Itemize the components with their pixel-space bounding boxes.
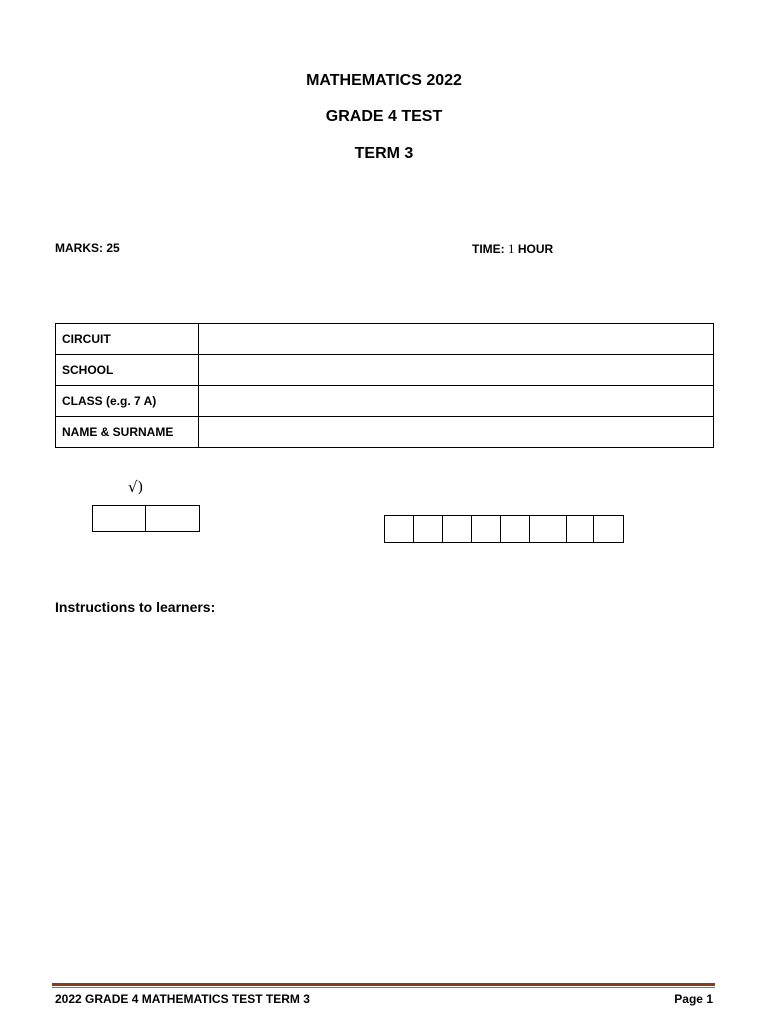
- digit-box[interactable]: [567, 515, 594, 543]
- circuit-label: CIRCUIT: [56, 324, 199, 355]
- digit-box[interactable]: [384, 515, 414, 543]
- time-unit: HOUR: [517, 242, 554, 256]
- table-row: [56, 355, 714, 386]
- school-field[interactable]: [199, 355, 714, 386]
- footer-divider: [52, 983, 715, 986]
- digit-box[interactable]: [530, 515, 567, 543]
- number-entry-boxes: [384, 515, 624, 543]
- digit-box[interactable]: [472, 515, 501, 543]
- table-row: [56, 386, 714, 417]
- small-answer-boxes: [92, 505, 200, 532]
- digit-box[interactable]: [414, 515, 443, 543]
- footer-divider-thin: [52, 987, 715, 988]
- check-mark: √): [128, 478, 144, 496]
- table-row: [56, 324, 714, 355]
- circuit-field[interactable]: [199, 324, 714, 355]
- class-label: CLASS (e.g. 7 A): [56, 386, 199, 417]
- name-surname-field[interactable]: [199, 417, 714, 448]
- answer-box[interactable]: [92, 505, 146, 532]
- document-title: MATHEMATICS 2022: [306, 72, 462, 89]
- digit-box[interactable]: [594, 515, 624, 543]
- learner-info-table: [55, 323, 714, 448]
- digit-box[interactable]: [443, 515, 472, 543]
- instructions-heading: Instructions to learners:: [55, 599, 216, 615]
- page-number: Page 1: [674, 992, 713, 1006]
- time-value: 1: [508, 241, 515, 256]
- answer-box[interactable]: [146, 505, 200, 532]
- footer-title: 2022 GRADE 4 MATHEMATICS TEST TERM 3: [55, 992, 310, 1006]
- marks-label: MARKS: 25: [55, 241, 120, 255]
- digit-box[interactable]: [501, 515, 530, 543]
- time-label: [472, 241, 553, 257]
- grade-title: GRADE 4 TEST: [325, 108, 443, 125]
- table-row: [56, 417, 714, 448]
- term-title: TERM 3: [354, 145, 414, 162]
- time-prefix: TIME:: [472, 242, 505, 256]
- school-label: SCHOOL: [56, 355, 199, 386]
- name-surname-label: NAME & SURNAME: [56, 417, 199, 448]
- class-field[interactable]: [199, 386, 714, 417]
